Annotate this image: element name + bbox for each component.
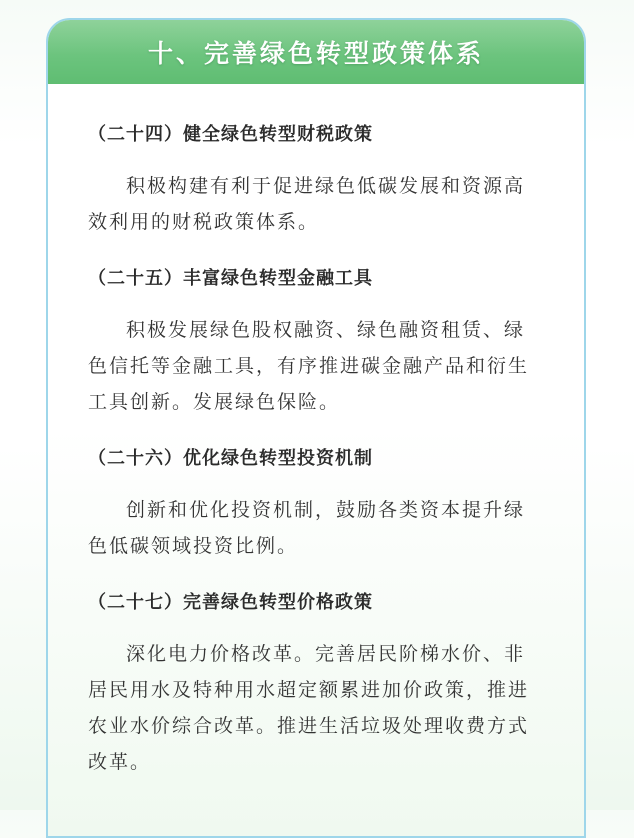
section-24 bbox=[88, 120, 560, 240]
section-heading: （二十七）完善绿色转型价格政策 bbox=[88, 592, 373, 613]
section-heading: （二十六）优化绿色转型投资机制 bbox=[88, 448, 373, 469]
section-body: 积极发展绿色股权融资、绿色融资租赁、绿色信托等金融工具，有序推进碳金融产品和衍生工具创新。发展绿色保险。 bbox=[88, 319, 530, 413]
section-26 bbox=[88, 444, 560, 564]
policy-card bbox=[46, 18, 586, 838]
section-heading: （二十五）丰富绿色转型金融工具 bbox=[88, 268, 373, 289]
card-content bbox=[48, 84, 584, 780]
section-heading: （二十四）健全绿色转型财税政策 bbox=[88, 124, 373, 145]
card-header bbox=[48, 20, 584, 84]
section-body: 积极构建有利于促进绿色低碳发展和资源高效利用的财税政策体系。 bbox=[88, 175, 526, 233]
card-title: 十、完善绿色转型政策体系 bbox=[147, 39, 484, 68]
section-body: 深化电力价格改革。完善居民阶梯水价、非居民用水及特种用水超定额累进加价政策，推进农业水价综合改革。推进生活垃圾处理收费方式改革。 bbox=[88, 643, 530, 773]
section-body: 创新和优化投资机制，鼓励各类资本提升绿色低碳领域投资比例。 bbox=[88, 499, 526, 557]
section-27 bbox=[88, 588, 560, 780]
section-25 bbox=[88, 264, 560, 420]
